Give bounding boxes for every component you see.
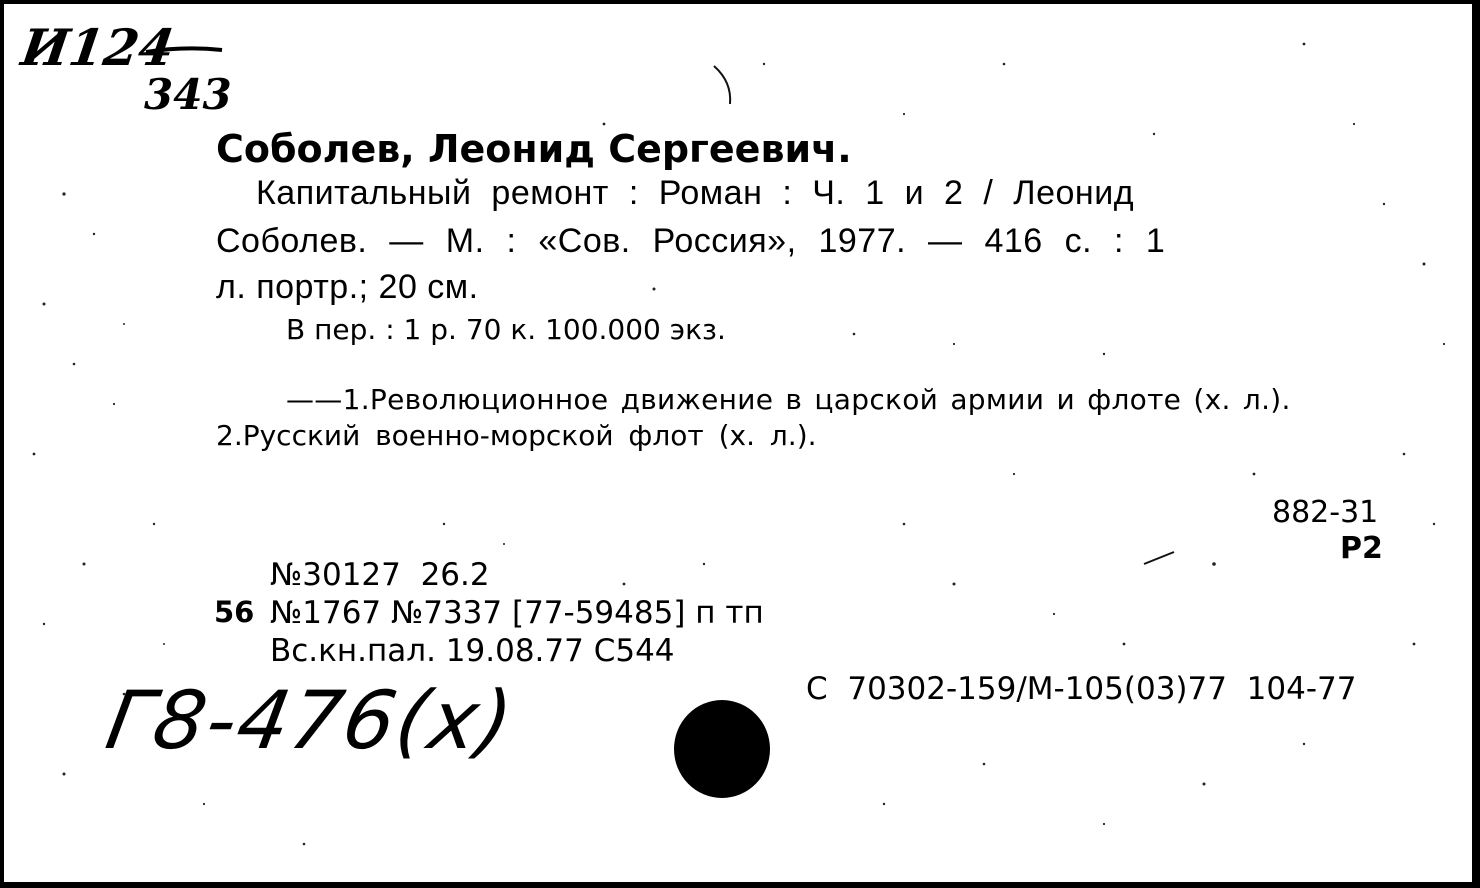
call-number-main: И124 <box>17 18 178 77</box>
classification-code: 882-31 <box>1272 495 1379 530</box>
handwritten-call-number-denominator: 343 <box>144 70 232 119</box>
punch-hole <box>674 700 770 798</box>
call-number-fraction-bar <box>144 44 224 56</box>
record-number-line: №30127 26.2 <box>270 557 490 593</box>
record-date-line: Вс.кн.пал. 19.08.77 С544 <box>270 633 675 669</box>
title-line-1: Капитальный ремонт : Роман : Ч. 1 и 2 / Леонид <box>256 174 1135 212</box>
subject-line-1: ——1.Революционное движение в царской армии и флоте (х. л.). <box>286 383 1291 416</box>
record-prefix: 56 <box>214 595 255 629</box>
title-line-2: Соболев. — М. : «Сов. Россия», 1977. — 416 с. : 1 <box>216 222 1166 260</box>
record-number-line-2: №1767 №7337 [77-59485] п тп <box>270 595 764 631</box>
catalog-card <box>4 4 1472 882</box>
subject-line-2: 2.Русский военно-морской флот (х. л.). <box>216 419 817 452</box>
author-heading: Соболев, Леонид Сергеевич. <box>216 127 852 171</box>
publisher-index: С 70302-159/М-105(03)77 104-77 <box>806 671 1357 707</box>
classification-mark: Р2 <box>1340 531 1383 566</box>
title-line-3: л. портр.; 20 см. <box>216 268 479 306</box>
price-line: В пер. : 1 р. 70 к. 100.000 экз. <box>286 313 726 346</box>
handwritten-shelf-mark: Г8-476(х) <box>99 674 521 767</box>
